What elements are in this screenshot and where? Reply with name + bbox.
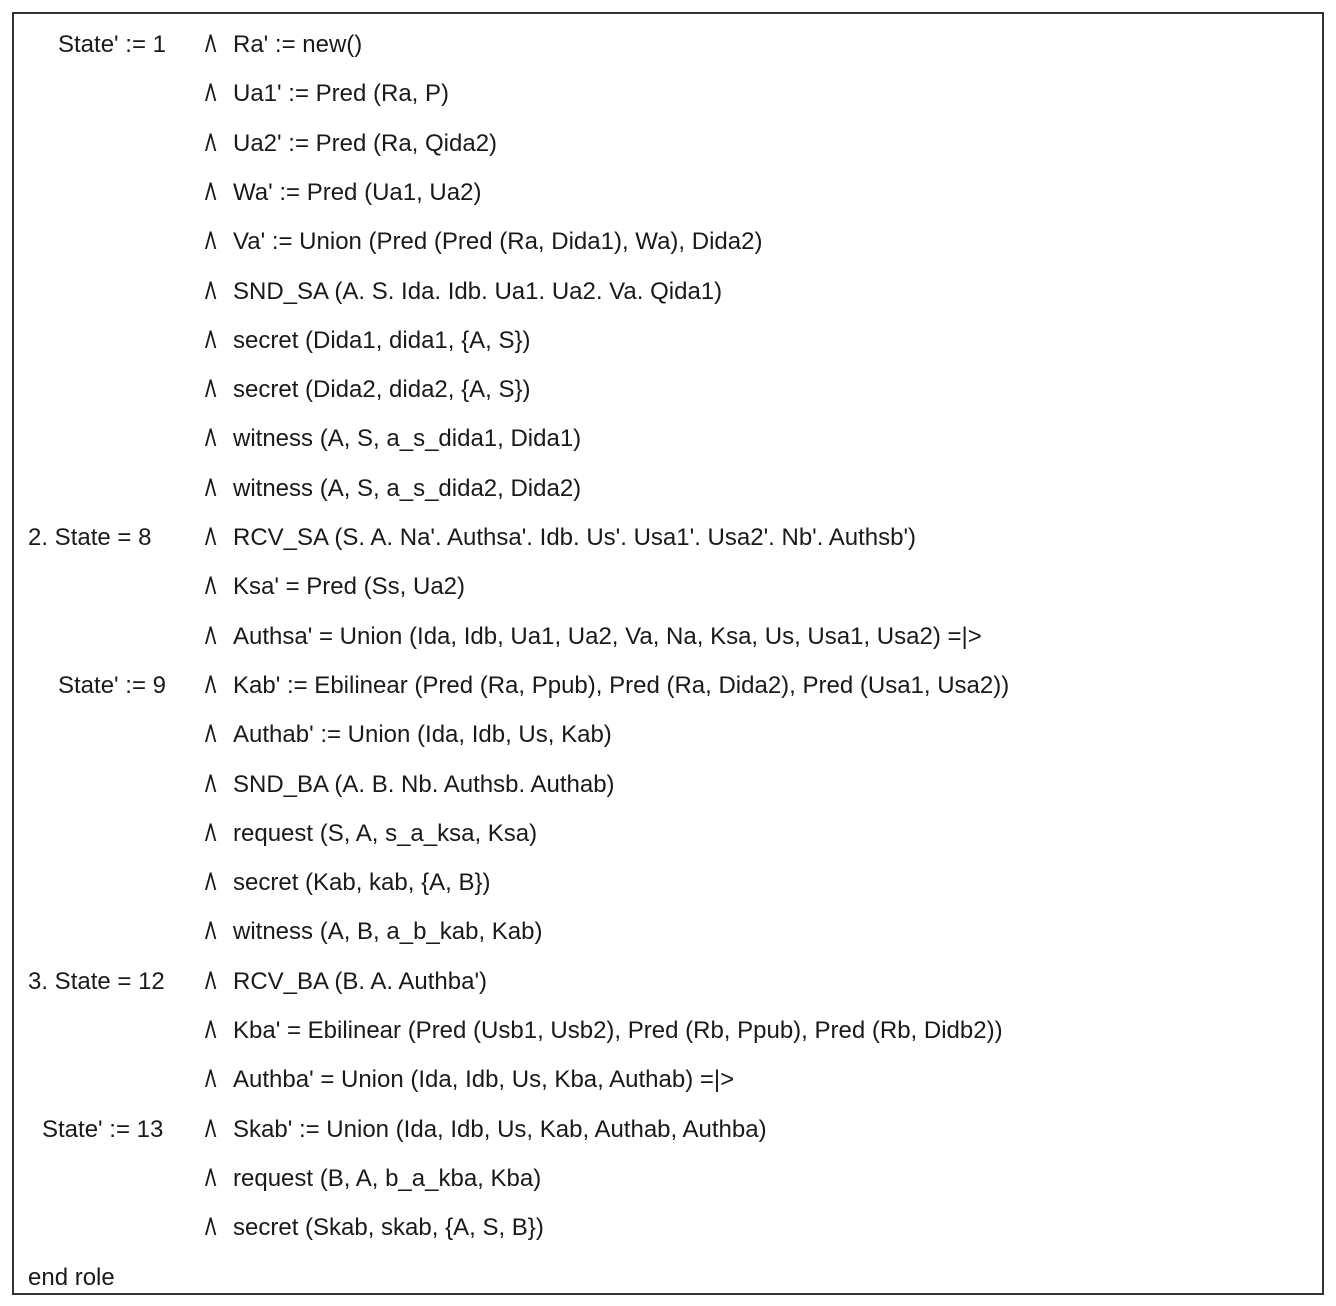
statement (205, 671, 1009, 701)
conjunction-symbol: /\ (205, 326, 215, 354)
statement-text: secret (Kab, kab, {A, B}) (233, 869, 491, 897)
state-label: State' := 9 (58, 671, 166, 699)
statement-text: Kba' = Ebilinear (Pred (Usb1, Usb2), Pred (Rb, Ppub), Pred (Rb, Didb2)) (233, 1017, 1003, 1044)
statement (205, 917, 543, 947)
conjunction-symbol: /\ (205, 376, 215, 404)
conjunction-symbol: /\ (205, 622, 215, 650)
conjunction-symbol: /\ (205, 277, 215, 305)
statement (205, 474, 581, 504)
conjunction-symbol: /\ (205, 1214, 215, 1242)
statement (205, 326, 531, 356)
state-label: State' := 1 (58, 31, 166, 58)
statement (205, 30, 362, 60)
statement-text: RCV_SA (S. A. Na'. Authsa'. Idb. Us'. Usa1'. Usa2'. Nb'. Authsb') (233, 524, 917, 551)
conjunction-symbol: /\ (205, 671, 215, 699)
statement (205, 1164, 541, 1194)
state-label: 2. State = 8 (28, 524, 152, 551)
statement (205, 770, 615, 800)
conjunction-symbol: /\ (205, 967, 215, 995)
statement-text: Ksa' = Pred (Ss, Ua2) (233, 573, 466, 601)
conjunction-symbol: /\ (205, 1164, 215, 1192)
statement-text: Ua2' := Pred (Ra, Qida2) (233, 129, 498, 157)
conjunction-symbol: /\ (205, 1066, 215, 1094)
conjunction-symbol: /\ (205, 918, 215, 946)
statement-text: secret (Skab, skab, {A, S, B}) (233, 1214, 544, 1242)
statement (205, 622, 982, 652)
statement (205, 1213, 544, 1243)
conjunction-symbol: /\ (205, 80, 215, 108)
statement-text: witness (A, S, a_s_dida1, Dida1) (233, 425, 582, 453)
statement (205, 967, 487, 997)
statement (205, 79, 449, 109)
statement (205, 1115, 767, 1145)
statement-text: witness (A, S, a_s_dida2, Dida2) (233, 474, 582, 502)
conjunction-symbol: /\ (205, 474, 215, 502)
statement-text: request (B, A, b_a_kba, Kba) (233, 1164, 542, 1192)
statement (205, 375, 531, 405)
conjunction-symbol: /\ (205, 770, 215, 798)
conjunction-symbol: /\ (205, 425, 215, 453)
conjunction-symbol: /\ (205, 573, 215, 601)
conjunction-symbol: /\ (205, 31, 215, 58)
statement (205, 720, 612, 750)
statement-text: Authba' = Union (Ida, Idb, Us, Kba, Authab) =|> (233, 1066, 735, 1094)
statement-text: RCV_BA (B. A. Authba') (233, 967, 488, 995)
conjunction-symbol: /\ (205, 129, 215, 157)
state-label: State' := 13 (42, 1115, 164, 1143)
statement-text: Kab' := Ebilinear (Pred (Ra, Ppub), Pred (Ra, Dida2), Pred (Usa1, Usa2)) (233, 671, 1010, 699)
statement-text: SND_BA (A. B. Nb. Authsb. Authab) (233, 770, 615, 798)
statement-text: Va' := Union (Pred (Pred (Ra, Dida1), Wa), Dida2) (233, 228, 763, 256)
conjunction-symbol: /\ (205, 228, 215, 256)
conjunction-symbol: /\ (205, 1115, 215, 1143)
conjunction-symbol: /\ (205, 178, 215, 206)
statement-text: Authsa' = Union (Ida, Idb, Ua1, Ua2, Va, Na, Ksa, Us, Usa1, Usa2) =|> (233, 622, 982, 650)
statement (205, 129, 497, 159)
statement-text: Ua1' := Pred (Ra, P) (233, 80, 449, 108)
conjunction-symbol: /\ (205, 721, 215, 749)
statement (205, 424, 581, 454)
conjunction-symbol: /\ (205, 1017, 215, 1044)
statement-text: Skab' := Union (Ida, Idb, Us, Kab, Authab, Authba) (233, 1115, 767, 1143)
statement-text: secret (Dida1, dida1, {A, S}) (233, 326, 531, 354)
statement (205, 1016, 1003, 1046)
statement-text: request (S, A, s_a_ksa, Ksa) (233, 819, 538, 847)
statement-text: secret (Dida2, dida2, {A, S}) (233, 376, 531, 404)
statement (205, 277, 722, 307)
conjunction-symbol: /\ (205, 869, 215, 897)
statement-text: SND_SA (A. S. Ida. Idb. Ua1. Ua2. Va. Qida1) (233, 277, 723, 305)
statement (205, 227, 762, 257)
conjunction-symbol: /\ (205, 819, 215, 847)
end-role-text: end role (28, 1264, 115, 1291)
statement (205, 178, 481, 208)
statement (205, 1065, 734, 1095)
statement (205, 868, 490, 898)
statement (205, 572, 465, 602)
statement-text: Ra' := new() (233, 31, 363, 58)
statement-text: Authab' := Union (Ida, Idb, Us, Kab) (233, 721, 612, 749)
statement (205, 523, 916, 553)
conjunction-symbol: /\ (205, 524, 215, 551)
statement-text: witness (A, B, a_b_kab, Kab) (233, 918, 543, 946)
statement-text: Wa' := Pred (Ua1, Ua2) (233, 178, 482, 206)
statement (205, 819, 537, 849)
state-label: 3. State = 12 (28, 967, 165, 995)
